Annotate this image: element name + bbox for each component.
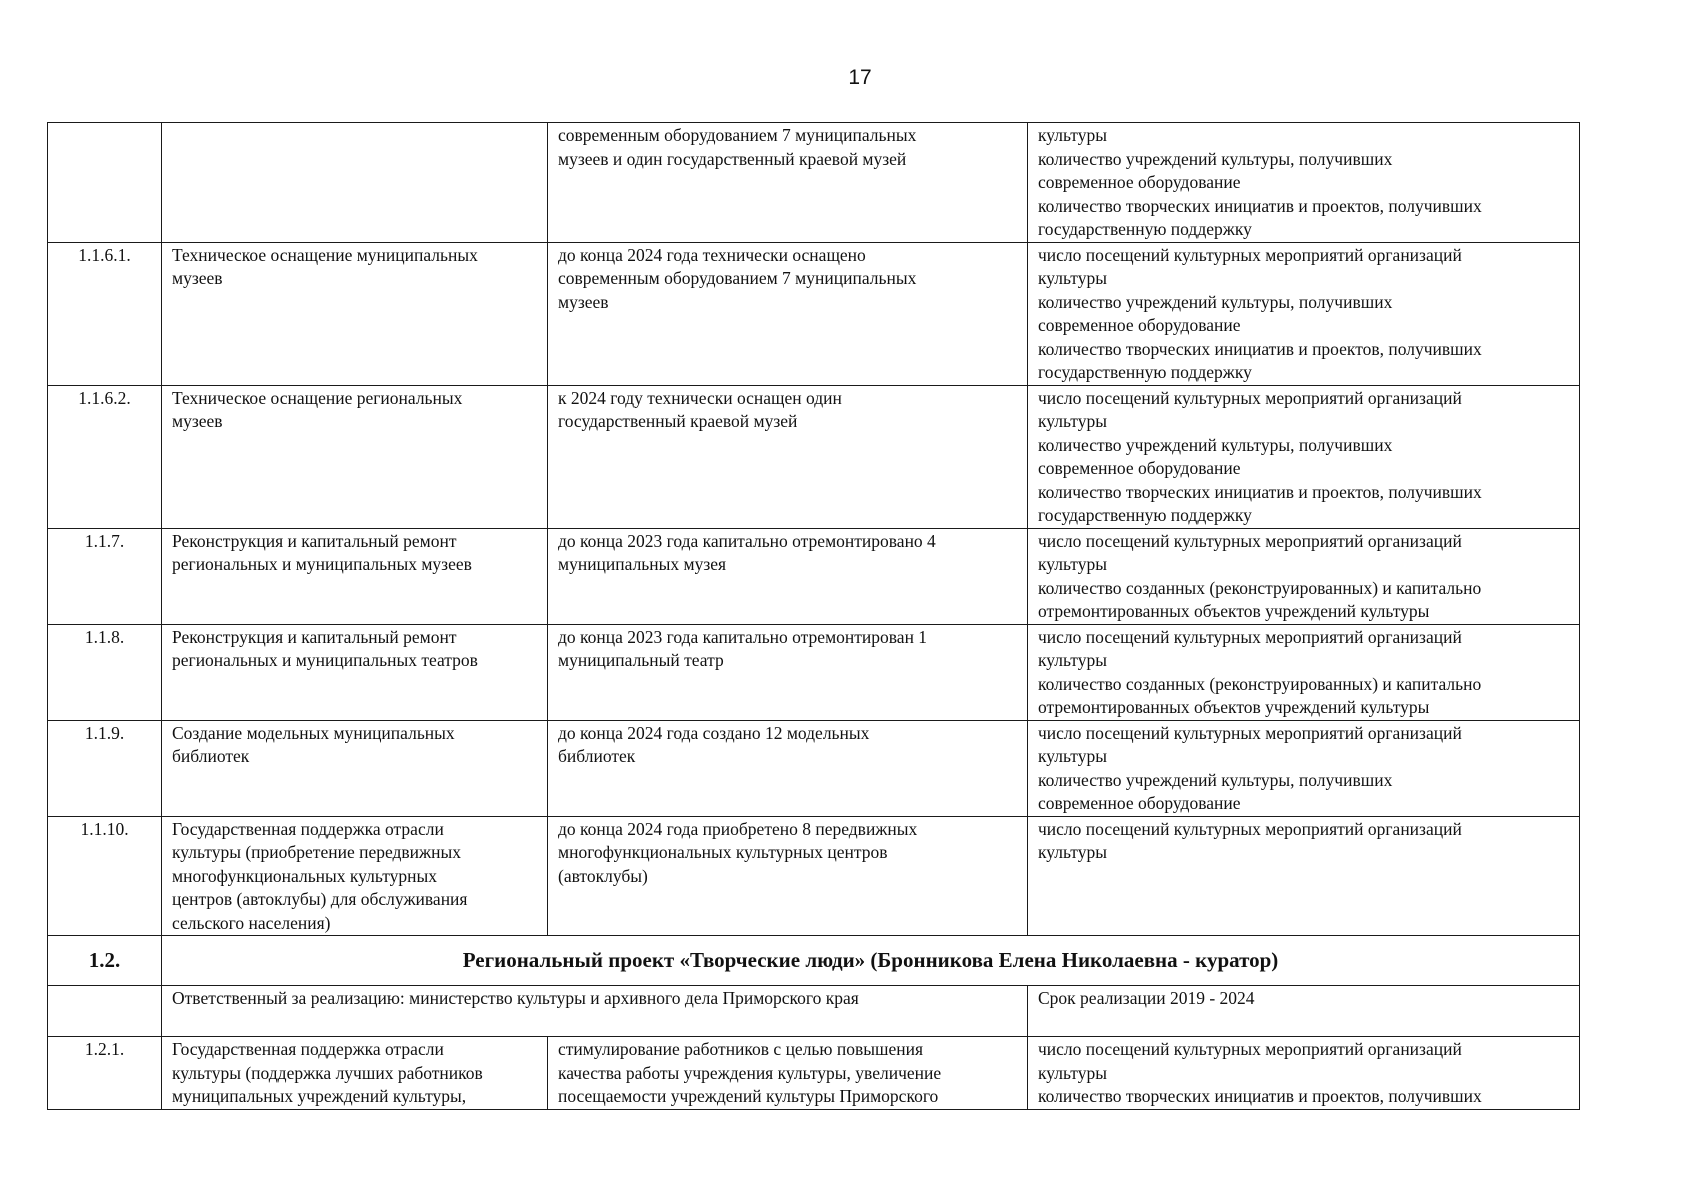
cell-line: количество творческих инициатив и проектов, получивших: [1038, 195, 1482, 216]
cell-line: сельского населения): [172, 912, 331, 933]
cell-line: культуры: [1038, 1062, 1107, 1083]
cell-line: Создание модельных муниципальных: [172, 722, 455, 743]
item-number: 1.1.6.1.: [48, 242, 162, 385]
section-title: Региональный проект «Творческие люди» (Бронникова Елена Николаевна - куратор): [162, 936, 1580, 986]
result-cell: [548, 720, 1028, 816]
cell-line: региональных и муниципальных музеев: [172, 554, 472, 574]
table-row: [48, 1037, 1580, 1110]
item-number: 1.1.8.: [48, 624, 162, 720]
program-table: [47, 122, 1580, 1110]
item-number: 1.1.7.: [48, 528, 162, 624]
cell-line: количество созданных (реконструированных) и капитально: [1038, 673, 1482, 694]
cell-line: муниципальных учреждений культуры,: [172, 1086, 467, 1106]
cell-line: многофункциональных культурных: [172, 865, 438, 886]
cell-line: число посещений культурных мероприятий организаций: [1038, 1039, 1462, 1059]
cell-line: количество учреждений культуры, получивших: [1038, 291, 1393, 312]
cell-line: государственную поддержку: [1038, 219, 1252, 239]
cell-line: государственную поддержку: [1038, 505, 1252, 525]
cell-line: культуры: [1038, 842, 1107, 862]
cell-line: музеев: [172, 411, 223, 431]
item-number: 1.2.1.: [48, 1037, 162, 1110]
event-name-cell: [162, 816, 548, 936]
item-number: 1.1.6.2.: [48, 385, 162, 528]
event-name-cell: [162, 528, 548, 624]
cell-line: число посещений культурных мероприятий организаций: [1038, 818, 1462, 839]
event-name-cell: [162, 624, 548, 720]
cell-line: современное оборудование: [1038, 458, 1241, 478]
section-row: [48, 936, 1580, 986]
event-name-cell: [162, 385, 548, 528]
cell-line: современное оборудование: [1038, 315, 1241, 335]
table-body-section: [48, 936, 1580, 1037]
table-row: [48, 385, 1580, 528]
cell-line: количество творческих инициатив и проектов, получивших: [1038, 481, 1482, 502]
cell-line: до конца 2024 года технически оснащено: [558, 244, 866, 265]
cell-line: современное оборудование: [1038, 172, 1241, 192]
table-body-top: [48, 123, 1580, 936]
cell-line: современным оборудованием 7 муниципальных: [558, 268, 917, 288]
responsible-empty-cell: [48, 986, 162, 1037]
cell-line: многофункциональных культурных центров: [558, 842, 888, 862]
item-number: 1.1.10.: [48, 816, 162, 936]
item-number: 1.1.9.: [48, 720, 162, 816]
cell-line: библиотек: [558, 746, 636, 766]
cell-line: культуры: [1038, 268, 1107, 288]
responsible-text: Ответственный за реализацию: министерство культуры и архивного дела Приморского края: [162, 986, 1028, 1037]
cell-line: музеев и один государственный краевой музей: [558, 148, 907, 169]
indicators-cell: [1028, 528, 1580, 624]
cell-line: количество созданных (реконструированных) и капитально: [1038, 577, 1482, 598]
cell-line: стимулирование работников с целью повышения: [558, 1039, 924, 1059]
cell-line: к 2024 году технически оснащен один: [558, 387, 842, 408]
cell-line: число посещений культурных мероприятий организаций: [1038, 722, 1462, 743]
indicators-cell: [1028, 123, 1580, 243]
table-body-bottom: [48, 1037, 1580, 1110]
indicators-cell: [1028, 242, 1580, 385]
cell-line: современное оборудование: [1038, 793, 1241, 813]
cell-line: культуры (поддержка лучших работников: [172, 1062, 483, 1083]
table-row: [48, 624, 1580, 720]
event-name-cell: [162, 1037, 548, 1110]
cell-line: до конца 2024 года создано 12 модельных: [558, 722, 870, 743]
cell-line: Реконструкция и капитальный ремонт: [172, 626, 457, 647]
cell-line: государственную поддержку: [1038, 362, 1252, 382]
cell-line: музеев: [172, 268, 223, 288]
section-number: 1.2.: [48, 936, 162, 986]
table-row: [48, 816, 1580, 936]
cell-line: качества работы учреждения культуры, увеличение: [558, 1062, 942, 1083]
cell-line: культуры: [1038, 746, 1107, 766]
cell-line: отремонтированных объектов учреждений культуры: [1038, 697, 1430, 717]
cell-line: число посещений культурных мероприятий организаций: [1038, 387, 1462, 408]
cell-line: количество творческих инициатив и проектов, получивших: [1038, 1086, 1482, 1106]
cell-line: отремонтированных объектов учреждений культуры: [1038, 601, 1430, 621]
cell-line: Государственная поддержка отрасли: [172, 1039, 444, 1059]
result-cell: [548, 385, 1028, 528]
cell-line: культуры: [1038, 411, 1107, 431]
cell-line: до конца 2023 года капитально отремонтировано 4: [558, 530, 936, 551]
cell-line: библиотек: [172, 746, 250, 766]
cell-line: современным оборудованием 7 муниципальных: [558, 125, 917, 145]
cell-line: число посещений культурных мероприятий организаций: [1038, 626, 1462, 647]
indicators-cell: [1028, 816, 1580, 936]
cell-line: государственный краевой музей: [558, 411, 798, 431]
cell-line: посещаемости учреждений культуры Приморского: [558, 1086, 939, 1106]
cell-line: количество учреждений культуры, получивших: [1038, 434, 1393, 455]
indicators-cell: [1028, 720, 1580, 816]
cell-line: культуры: [1038, 650, 1107, 670]
cell-line: до конца 2023 года капитально отремонтирован 1: [558, 626, 928, 647]
indicators-cell: [1028, 624, 1580, 720]
page-number: 17: [848, 66, 872, 89]
indicators-cell: [1028, 385, 1580, 528]
table-row: [48, 720, 1580, 816]
cell-line: число посещений культурных мероприятий организаций: [1038, 530, 1462, 551]
cell-line: музеев: [558, 291, 609, 312]
cell-line: культуры: [1038, 554, 1107, 574]
result-cell: [548, 816, 1028, 936]
event-name-cell: [162, 242, 548, 385]
event-name-cell: [162, 720, 548, 816]
cell-line: Техническое оснащение муниципальных: [172, 244, 478, 265]
table-row: [48, 123, 1580, 243]
cell-line: центров (автоклубы) для обслуживания: [172, 889, 468, 909]
result-cell: [548, 242, 1028, 385]
cell-line: (автоклубы): [558, 865, 648, 886]
indicators-cell: [1028, 1037, 1580, 1110]
cell-line: региональных и муниципальных театров: [172, 650, 478, 670]
table-row: [48, 528, 1580, 624]
cell-line: до конца 2024 года приобретено 8 передвижных: [558, 818, 918, 839]
cell-line: количество творческих инициатив и проектов, получивших: [1038, 338, 1482, 359]
table-row: [48, 242, 1580, 385]
cell-line: Реконструкция и капитальный ремонт: [172, 530, 457, 551]
cell-line: Государственная поддержка отрасли: [172, 818, 444, 839]
cell-line: количество учреждений культуры, получивших: [1038, 769, 1393, 790]
result-cell: [548, 1037, 1028, 1110]
cell-line: муниципальных музея: [558, 554, 727, 574]
cell-line: культуры: [1038, 125, 1107, 145]
result-cell: [548, 123, 1028, 243]
event-name-cell: [162, 123, 548, 243]
implementation-term: Срок реализации 2019 - 2024: [1028, 986, 1580, 1037]
cell-line: муниципальный театр: [558, 650, 724, 670]
cell-line: число посещений культурных мероприятий организаций: [1038, 244, 1462, 265]
cell-line: культуры (приобретение передвижных: [172, 842, 462, 862]
cell-line: Техническое оснащение региональных: [172, 387, 463, 408]
responsible-row: [48, 986, 1580, 1037]
item-number: [48, 123, 162, 243]
cell-line: количество учреждений культуры, получивших: [1038, 148, 1393, 169]
result-cell: [548, 528, 1028, 624]
result-cell: [548, 624, 1028, 720]
